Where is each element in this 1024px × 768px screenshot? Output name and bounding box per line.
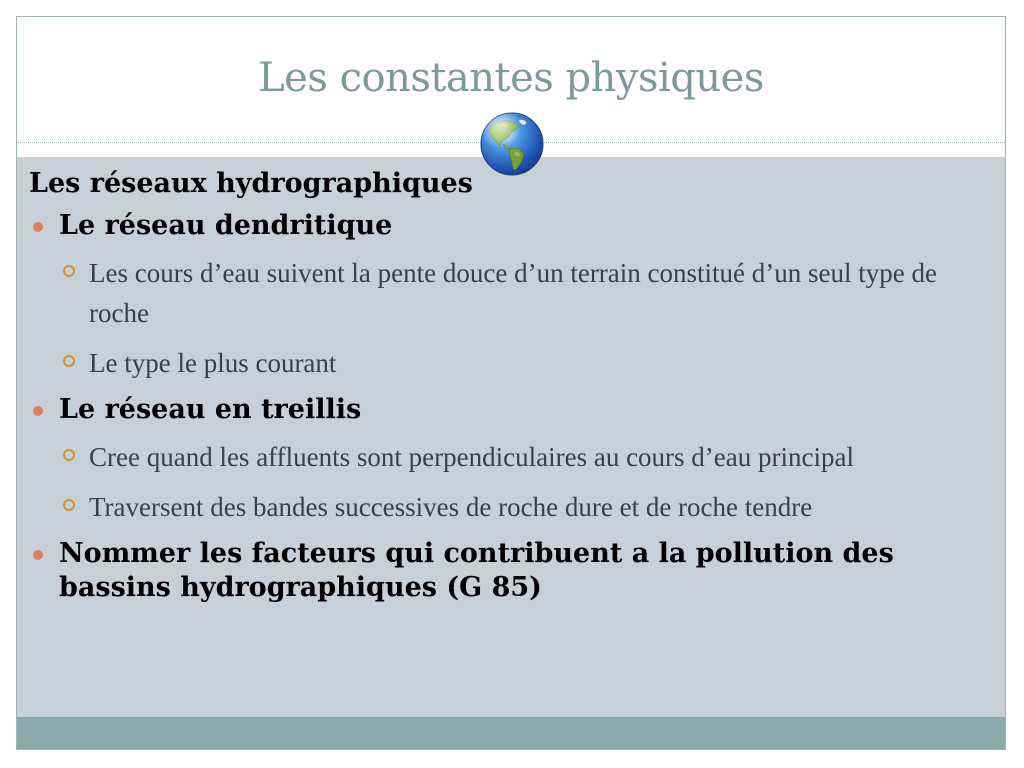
bullet-text: Traversent des bandes successives de roche dure et de roche tendre bbox=[89, 492, 813, 522]
ring-bullet-icon bbox=[63, 355, 75, 367]
bullet-item-level2 bbox=[27, 487, 987, 527]
bullet-text: Le type le plus courant bbox=[89, 348, 337, 378]
bullet-item-level2 bbox=[27, 437, 987, 477]
slide bbox=[16, 16, 1006, 750]
round-bullet-icon bbox=[33, 550, 43, 560]
slide-title: Les constantes physiques bbox=[258, 55, 764, 101]
bullet-text: Cree quand les affluents sont perpendiculaires au cours d’eau principal bbox=[89, 442, 854, 472]
bullet-item-level1 bbox=[27, 209, 987, 243]
bullet-item-level1 bbox=[27, 537, 987, 605]
footer-band bbox=[17, 717, 1005, 750]
slide-content bbox=[27, 167, 987, 615]
round-bullet-icon bbox=[33, 222, 43, 232]
bullet-text: Le réseau en treillis bbox=[59, 394, 362, 425]
section-heading bbox=[29, 167, 987, 201]
bullet-item-level2 bbox=[27, 253, 987, 333]
round-bullet-icon bbox=[33, 406, 43, 416]
ring-bullet-icon bbox=[63, 499, 75, 511]
ring-bullet-icon bbox=[63, 449, 75, 461]
bullet-item-level1 bbox=[27, 393, 987, 427]
ring-bullet-icon bbox=[63, 265, 75, 277]
bullet-text: Le réseau dendritique bbox=[59, 210, 393, 241]
bullet-text: Nommer les facteurs qui contribuent a la pollution des bassins hydrographiques (G 85) bbox=[59, 538, 894, 603]
bullet-item-level2 bbox=[27, 343, 987, 383]
section-heading-text: Les réseaux hydrographiques bbox=[29, 168, 473, 199]
bullet-text: Les cours d’eau suivent la pente douce d’un terrain constitué d’un seul type de roche bbox=[89, 258, 937, 328]
